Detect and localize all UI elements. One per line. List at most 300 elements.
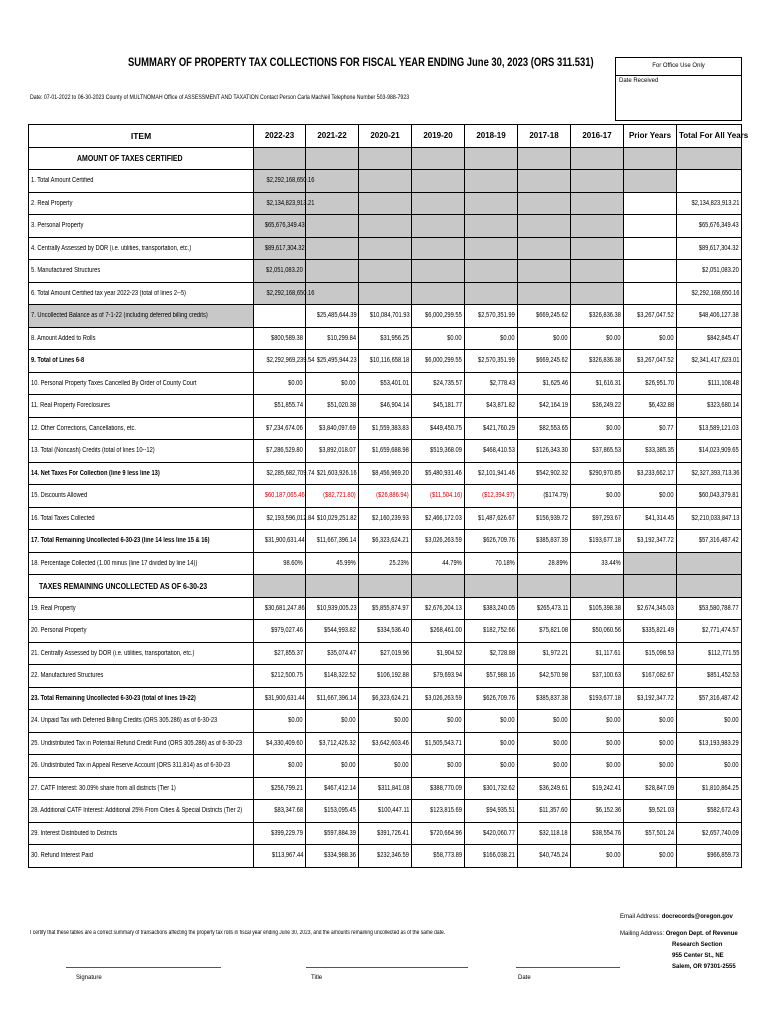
value-cell	[518, 507, 571, 530]
value-cell	[518, 305, 571, 328]
value-cell	[306, 552, 359, 575]
value-cell	[677, 665, 742, 688]
value-cell	[518, 642, 571, 665]
cell-value: $0.00	[659, 852, 674, 860]
value-cell	[254, 822, 306, 845]
value-cell	[624, 732, 677, 755]
cell-value: $0.00	[606, 762, 621, 770]
row-label: 22. Manufactured Structures	[31, 672, 104, 680]
row-label: 8. Amount Added to Rolls	[31, 334, 96, 342]
cell-value: $193,677.18	[589, 694, 621, 702]
cell-value: $467,412.14	[324, 784, 356, 792]
cell-value: $256,799.21	[271, 784, 303, 792]
table-row	[29, 440, 742, 463]
cell-value: $3,192,347.72	[637, 537, 674, 545]
row-label-cell	[29, 642, 254, 665]
row-label-cell	[29, 777, 254, 800]
value-cell	[254, 732, 306, 755]
value-cell	[412, 732, 465, 755]
cell-value: $9,521.03	[648, 807, 674, 815]
value-cell	[465, 237, 518, 260]
value-cell	[677, 215, 742, 238]
cell-value: $50,060.56	[592, 627, 621, 635]
value-cell	[518, 462, 571, 485]
row-label-cell	[29, 215, 254, 238]
value-cell	[518, 260, 571, 283]
value-cell	[677, 417, 742, 440]
cell-value: $542,902.32	[536, 469, 568, 477]
cell-value: $544,993.82	[324, 627, 356, 635]
cell-value: $83,347.68	[274, 807, 303, 815]
value-cell	[518, 597, 571, 620]
value-cell	[465, 552, 518, 575]
cell-value: $14,023,909.65	[699, 447, 739, 455]
value-cell	[254, 642, 306, 665]
value-cell	[677, 350, 742, 373]
table-row	[29, 395, 742, 418]
value-cell	[677, 192, 742, 215]
row-label-cell	[29, 710, 254, 733]
value-cell	[677, 800, 742, 823]
cell-value: $42,570.98	[539, 672, 568, 680]
cell-value: $30,681,247.86	[264, 604, 305, 612]
value-cell	[359, 687, 412, 710]
cell-value: 70.18%	[495, 559, 515, 567]
value-cell	[465, 417, 518, 440]
value-cell	[624, 417, 677, 440]
cell-value: $0.00	[288, 717, 303, 725]
cell-value: $326,836.38	[589, 312, 621, 320]
cell-value: $669,245.62	[536, 312, 568, 320]
value-cell	[465, 800, 518, 823]
cell-value: $0.00	[500, 762, 515, 770]
row-label: 9. Total of Lines 6-8	[31, 357, 85, 365]
value-cell	[412, 485, 465, 508]
value-cell	[518, 395, 571, 418]
value-cell	[359, 215, 412, 238]
value-cell	[465, 485, 518, 508]
row-label: 23. Total Remaining Uncollected 6-30-23 (total of lines 19-22)	[31, 694, 196, 702]
row-label: 7. Uncollected Balance as of 7-1-22 (including deferred billing credits)	[31, 312, 208, 320]
section-title: AMOUNT OF TAXES CERTIFIED	[76, 153, 183, 164]
table-row	[29, 462, 742, 485]
value-cell	[254, 215, 306, 238]
cell-value: $60,187,065.46	[264, 492, 305, 500]
mailing-line-3: 955 Center St., NE	[672, 953, 724, 959]
cell-value: $0.00	[659, 762, 674, 770]
value-cell	[254, 552, 306, 575]
value-cell	[571, 597, 624, 620]
value-cell	[306, 260, 359, 283]
cell-value: $2,466,172.03	[425, 514, 462, 522]
cell-value: $6,152.36	[595, 807, 621, 815]
cell-value: $0.00	[606, 717, 621, 725]
value-cell	[624, 642, 677, 665]
title-line[interactable]	[306, 967, 468, 968]
row-label-cell	[29, 800, 254, 823]
value-cell	[571, 417, 624, 440]
cell-value: $1,505,543.71	[425, 739, 462, 747]
value-cell	[624, 507, 677, 530]
cell-value: $105,398.38	[589, 604, 621, 612]
cell-value: $1,487,626.67	[478, 514, 515, 522]
cell-value: $31,956.25	[380, 334, 409, 342]
value-cell	[518, 237, 571, 260]
table-row	[29, 710, 742, 733]
cell-value: $626,709.76	[483, 537, 515, 545]
cell-value: $0.00	[659, 717, 674, 725]
shaded-cell	[359, 147, 412, 170]
cell-value: $58,773.89	[433, 852, 462, 860]
value-cell	[677, 732, 742, 755]
value-cell	[571, 305, 624, 328]
cell-value: $4,330,409.60	[266, 739, 303, 747]
row-label: 12. Other Corrections, Cancellations, etc.	[31, 424, 136, 432]
value-cell	[677, 552, 742, 575]
value-cell	[412, 440, 465, 463]
value-cell	[571, 732, 624, 755]
cell-value: $41,314.45	[645, 514, 674, 522]
cell-value: $2,134,823,913.21	[691, 199, 739, 207]
value-cell	[254, 192, 315, 215]
cell-value: $2,657,740.09	[702, 829, 739, 837]
value-cell	[412, 350, 465, 373]
cell-value: $1,616.31	[595, 379, 621, 387]
value-cell	[465, 620, 518, 643]
cell-value: $3,892,018.07	[319, 447, 356, 455]
cell-value: $0.00	[606, 852, 621, 860]
value-cell	[518, 530, 571, 553]
value-cell	[359, 642, 412, 665]
form-title: SUMMARY OF PROPERTY TAX COLLECTIONS FOR FISCAL YEAR ENDING June 30, 2023 (ORS 311.531)	[128, 57, 594, 69]
shaded-cell	[412, 575, 465, 598]
value-cell	[465, 845, 518, 868]
cell-value: $112,771.55	[707, 649, 739, 657]
shaded-cell	[412, 147, 465, 170]
cell-value: $10,939,005.23	[316, 604, 357, 612]
row-label-cell	[29, 687, 254, 710]
cell-value: $123,815.69	[430, 807, 462, 815]
value-cell	[359, 755, 412, 778]
row-label: 11. Real Property Foreclosures	[31, 402, 111, 410]
cell-value: $334,988.36	[324, 852, 356, 860]
value-cell	[306, 395, 359, 418]
shaded-cell	[306, 147, 359, 170]
value-cell	[518, 665, 571, 688]
value-cell	[359, 395, 412, 418]
cell-value: $48,406,127.38	[699, 312, 739, 320]
cell-value: $0.00	[724, 762, 739, 770]
value-cell	[465, 597, 518, 620]
row-label-cell	[29, 530, 254, 553]
cell-value: $626,709.76	[483, 694, 515, 702]
cell-value: $11,667,396.14	[316, 537, 357, 545]
value-cell	[518, 350, 571, 373]
cell-value: $166,038.21	[483, 852, 515, 860]
cell-value: $6,323,624.21	[372, 694, 409, 702]
value-cell	[306, 215, 359, 238]
value-cell	[254, 597, 306, 620]
value-cell	[677, 170, 742, 193]
cell-value: $2,674,345.03	[637, 604, 674, 612]
cell-value: $268,461.00	[430, 627, 462, 635]
value-cell	[571, 440, 624, 463]
value-cell	[571, 485, 624, 508]
row-label: 6. Total Amount Certified tax year 2022-23 (total of lines 2--5)	[31, 289, 186, 297]
value-cell	[306, 732, 359, 755]
cell-value: $10,029,251.82	[316, 514, 357, 522]
signature-label: Signature	[76, 975, 102, 981]
value-cell	[465, 327, 518, 350]
cell-value: $1,625.46	[542, 379, 568, 387]
cell-value: $156,939.72	[536, 514, 568, 522]
cell-value: $334,536.40	[377, 627, 409, 635]
cell-value: $6,323,624.21	[372, 537, 409, 545]
shaded-cell	[677, 147, 742, 170]
value-cell	[306, 305, 359, 328]
cell-value: $2,676,204.13	[425, 604, 462, 612]
signature-line[interactable]	[66, 967, 221, 968]
value-cell	[677, 777, 742, 800]
cell-value: $0.00	[447, 762, 462, 770]
value-cell	[571, 170, 624, 193]
value-cell	[518, 732, 571, 755]
cell-value: $582,672.43	[707, 807, 739, 815]
cell-value: 45.99%	[336, 559, 356, 567]
cell-value: $11,357.60	[539, 807, 568, 815]
cell-value: $468,410.53	[483, 447, 515, 455]
row-label-cell	[29, 417, 254, 440]
shaded-cell	[677, 575, 742, 598]
column-header: 2021-22	[306, 125, 359, 148]
cell-value: $2,292,168,650.16	[691, 289, 739, 297]
cell-value: $13,193,983.29	[699, 739, 739, 747]
cell-value: $11,667,396.14	[316, 694, 357, 702]
row-label: 2. Real Property	[31, 199, 73, 207]
table-row	[29, 665, 742, 688]
cell-value: $0.00	[553, 717, 568, 725]
value-cell	[465, 192, 518, 215]
table-row	[29, 552, 742, 575]
cell-value: $0.00	[341, 717, 356, 725]
value-cell	[677, 282, 742, 305]
row-label-cell	[29, 822, 254, 845]
cell-value: $89,617,304.32	[699, 244, 739, 252]
value-cell	[677, 372, 742, 395]
value-cell	[465, 755, 518, 778]
cell-value: $111,108.48	[707, 379, 739, 387]
cell-value: $10,299.84	[327, 334, 356, 342]
cell-value: $65,676,349.43	[699, 222, 739, 230]
value-cell	[571, 327, 624, 350]
column-header: Prior Years	[624, 125, 677, 148]
cell-value: $2,292,168,650.16	[266, 177, 315, 185]
value-cell	[306, 755, 359, 778]
table-row	[29, 597, 742, 620]
table-row	[29, 215, 742, 238]
value-cell	[306, 710, 359, 733]
value-cell	[254, 507, 315, 530]
table-row	[29, 800, 742, 823]
value-cell	[412, 620, 465, 643]
value-cell	[624, 845, 677, 868]
value-cell	[306, 777, 359, 800]
value-cell	[571, 642, 624, 665]
row-label-cell	[29, 665, 254, 688]
value-cell	[359, 372, 412, 395]
value-cell	[624, 192, 677, 215]
value-cell	[412, 845, 465, 868]
cell-value: $35,074.47	[327, 649, 356, 657]
date-line[interactable]	[516, 967, 620, 968]
value-cell	[624, 777, 677, 800]
row-label-cell	[29, 845, 254, 868]
cell-value: $0.00	[659, 334, 674, 342]
value-cell	[412, 372, 465, 395]
row-label-cell	[29, 260, 254, 283]
value-cell	[412, 552, 465, 575]
value-cell	[254, 260, 306, 283]
value-cell	[359, 440, 412, 463]
value-cell	[359, 192, 412, 215]
row-label: 26. Undistributed Tax in Appeal Reserve Account (ORS 311.814) as of 6-30-23	[31, 762, 231, 770]
cell-value: $36,249.61	[539, 784, 568, 792]
cell-value: $6,000,299.55	[425, 312, 462, 320]
value-cell	[412, 665, 465, 688]
value-cell	[412, 170, 465, 193]
value-cell	[624, 372, 677, 395]
value-cell	[465, 305, 518, 328]
shaded-cell	[518, 575, 571, 598]
value-cell	[677, 755, 742, 778]
value-cell	[677, 305, 742, 328]
column-header: ITEM	[29, 125, 254, 148]
cell-value: $449,450.75	[430, 424, 462, 432]
shaded-cell	[624, 575, 677, 598]
table-row	[29, 260, 742, 283]
value-cell	[677, 642, 742, 665]
value-cell	[624, 485, 677, 508]
date-received-label: Date Received	[619, 78, 659, 84]
cell-value: $1,972.21	[542, 649, 568, 657]
row-label: 1. Total Amount Certified	[31, 177, 94, 185]
value-cell	[518, 620, 571, 643]
value-cell	[254, 530, 306, 553]
value-cell	[254, 800, 306, 823]
row-label-cell	[29, 552, 254, 575]
table-row	[29, 192, 742, 215]
cell-value: $966,859.73	[707, 852, 739, 860]
value-cell	[254, 687, 306, 710]
cell-value: $0.00	[341, 379, 356, 387]
value-cell	[254, 845, 306, 868]
row-label-cell	[29, 440, 254, 463]
cell-value: $851,452.53	[707, 672, 739, 680]
column-header: 2020-21	[359, 125, 412, 148]
cell-value: $720,664.96	[430, 829, 462, 837]
row-label: 3. Personal Property	[31, 222, 84, 230]
value-cell	[254, 462, 315, 485]
cell-value: $0.00	[606, 424, 621, 432]
cell-value: $106,192.88	[377, 672, 409, 680]
value-cell	[571, 800, 624, 823]
cell-value: $420,060.77	[483, 829, 515, 837]
cell-value: $0.00	[606, 492, 621, 500]
certification-statement: I certify that these tables are a correct summary of transactions affecting the property tax rolls in fiscal year ending June 30, 2023, and the amounts remaining uncollected as of the same date.	[30, 930, 446, 936]
cell-value: $2,210,033,847.13	[691, 514, 739, 522]
cell-value: $1,810,864.25	[702, 784, 739, 792]
value-cell	[518, 440, 571, 463]
value-cell	[359, 260, 412, 283]
value-cell	[306, 687, 359, 710]
value-cell	[571, 822, 624, 845]
value-cell	[412, 597, 465, 620]
cell-value: $15,098.53	[645, 649, 674, 657]
value-cell	[571, 237, 624, 260]
date-county-contact-line: Date: 07-01-2022 to 06-30-2023 County of MULTNOMAH Office of ASSESSMENT AND TAXATION Contact Person Carla MacNeil Telephone Number 503-988-7923	[30, 94, 410, 101]
value-cell	[571, 777, 624, 800]
value-cell	[624, 170, 677, 193]
value-cell	[412, 687, 465, 710]
shaded-cell	[254, 147, 306, 170]
value-cell	[624, 327, 677, 350]
value-cell	[306, 822, 359, 845]
cell-value: $232,346.59	[377, 852, 409, 860]
shaded-cell	[359, 575, 412, 598]
cell-value: $2,134,823,913.21	[266, 199, 315, 207]
section-header-row	[29, 575, 742, 598]
table-row	[29, 372, 742, 395]
cell-value: $37,865.53	[592, 447, 621, 455]
column-header: 2017-18	[518, 125, 571, 148]
cell-value: $8,456,969.20	[372, 469, 409, 477]
cell-value: $19,242.41	[592, 784, 621, 792]
value-cell	[571, 282, 624, 305]
office-use-box	[615, 57, 742, 121]
value-cell	[254, 170, 315, 193]
value-cell	[518, 282, 571, 305]
value-cell	[306, 372, 359, 395]
cell-value: $2,051,083.20	[702, 267, 739, 275]
cell-value: $27,855.37	[274, 649, 303, 657]
value-cell	[359, 237, 412, 260]
cell-value: $51,855.74	[274, 402, 303, 410]
value-cell	[624, 260, 677, 283]
value-cell	[306, 327, 359, 350]
cell-value: 28.89%	[548, 559, 568, 567]
cell-value: 33.44%	[601, 559, 621, 567]
row-label-cell	[29, 395, 254, 418]
mailing-line-1: Oregon Dept. of Revenue	[665, 931, 738, 937]
value-cell	[359, 777, 412, 800]
value-cell	[518, 777, 571, 800]
cell-value: $323,680.14	[707, 402, 739, 410]
cell-value: $0.00	[288, 762, 303, 770]
value-cell	[518, 800, 571, 823]
shaded-cell	[254, 575, 306, 598]
value-cell	[677, 845, 742, 868]
cell-value: $0.00	[500, 739, 515, 747]
row-label: 27. CATF Interest: 30.09% share from all districts (Tier 1)	[31, 784, 176, 792]
cell-value: $57,316,487.42	[699, 537, 739, 545]
value-cell	[624, 800, 677, 823]
cell-value: $25,485,644.39	[316, 312, 357, 320]
value-cell	[677, 440, 742, 463]
value-cell	[624, 687, 677, 710]
cell-value: $2,160,239.93	[372, 514, 409, 522]
value-cell	[254, 665, 306, 688]
value-cell	[465, 462, 518, 485]
